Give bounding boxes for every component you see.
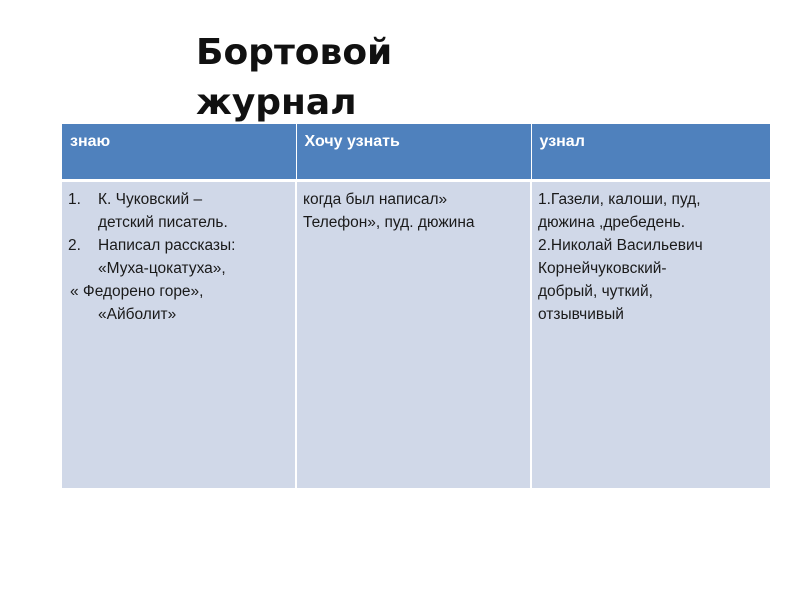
slide-title	[196, 28, 496, 128]
learned-text-line: 1.Газели, калоши, пуд,	[538, 190, 701, 208]
list-item-number: 2.	[68, 236, 81, 254]
list-item	[68, 234, 289, 280]
learned-text-line: дюжина ,дребедень.	[538, 213, 686, 231]
header-want-to-know: Хочу узнать	[296, 124, 531, 180]
list-item-number: 1.	[68, 190, 81, 208]
header-learned: узнал	[531, 124, 770, 180]
list-item-text: детский писатель.	[98, 213, 228, 231]
cell-learned	[531, 180, 770, 488]
know-trailing-text: «Айболит»	[98, 305, 177, 323]
cell-want-to-know	[296, 180, 531, 488]
know-list	[68, 188, 289, 280]
table-header-row	[62, 124, 770, 180]
learned-text-line: отзывчивый	[538, 305, 624, 323]
learned-text-line: 2.Николай Васильевич	[538, 236, 703, 254]
slide-title-line-2: журнал	[196, 82, 357, 123]
list-item-text: К. Чуковский –	[98, 190, 203, 208]
learned-text-line: добрый, чуткий,	[538, 282, 653, 300]
cell-know	[62, 180, 296, 488]
table-row	[62, 180, 770, 488]
list-item-text: Написал рассказы:	[98, 236, 236, 254]
header-know: знаю	[62, 124, 296, 180]
want-text-line: когда был написал»	[303, 190, 448, 208]
slide-title-line-1: Бортовой	[196, 32, 393, 73]
learned-text-line: Корнейчуковский-	[538, 259, 667, 277]
know-trailing-text: « Федорено горе»,	[70, 282, 204, 300]
kwl-table	[62, 124, 770, 488]
want-text-line: Телефон», пуд. дюжина	[303, 213, 475, 231]
list-item-text: «Муха-цокатуха»,	[98, 259, 226, 277]
list-item	[68, 188, 289, 234]
